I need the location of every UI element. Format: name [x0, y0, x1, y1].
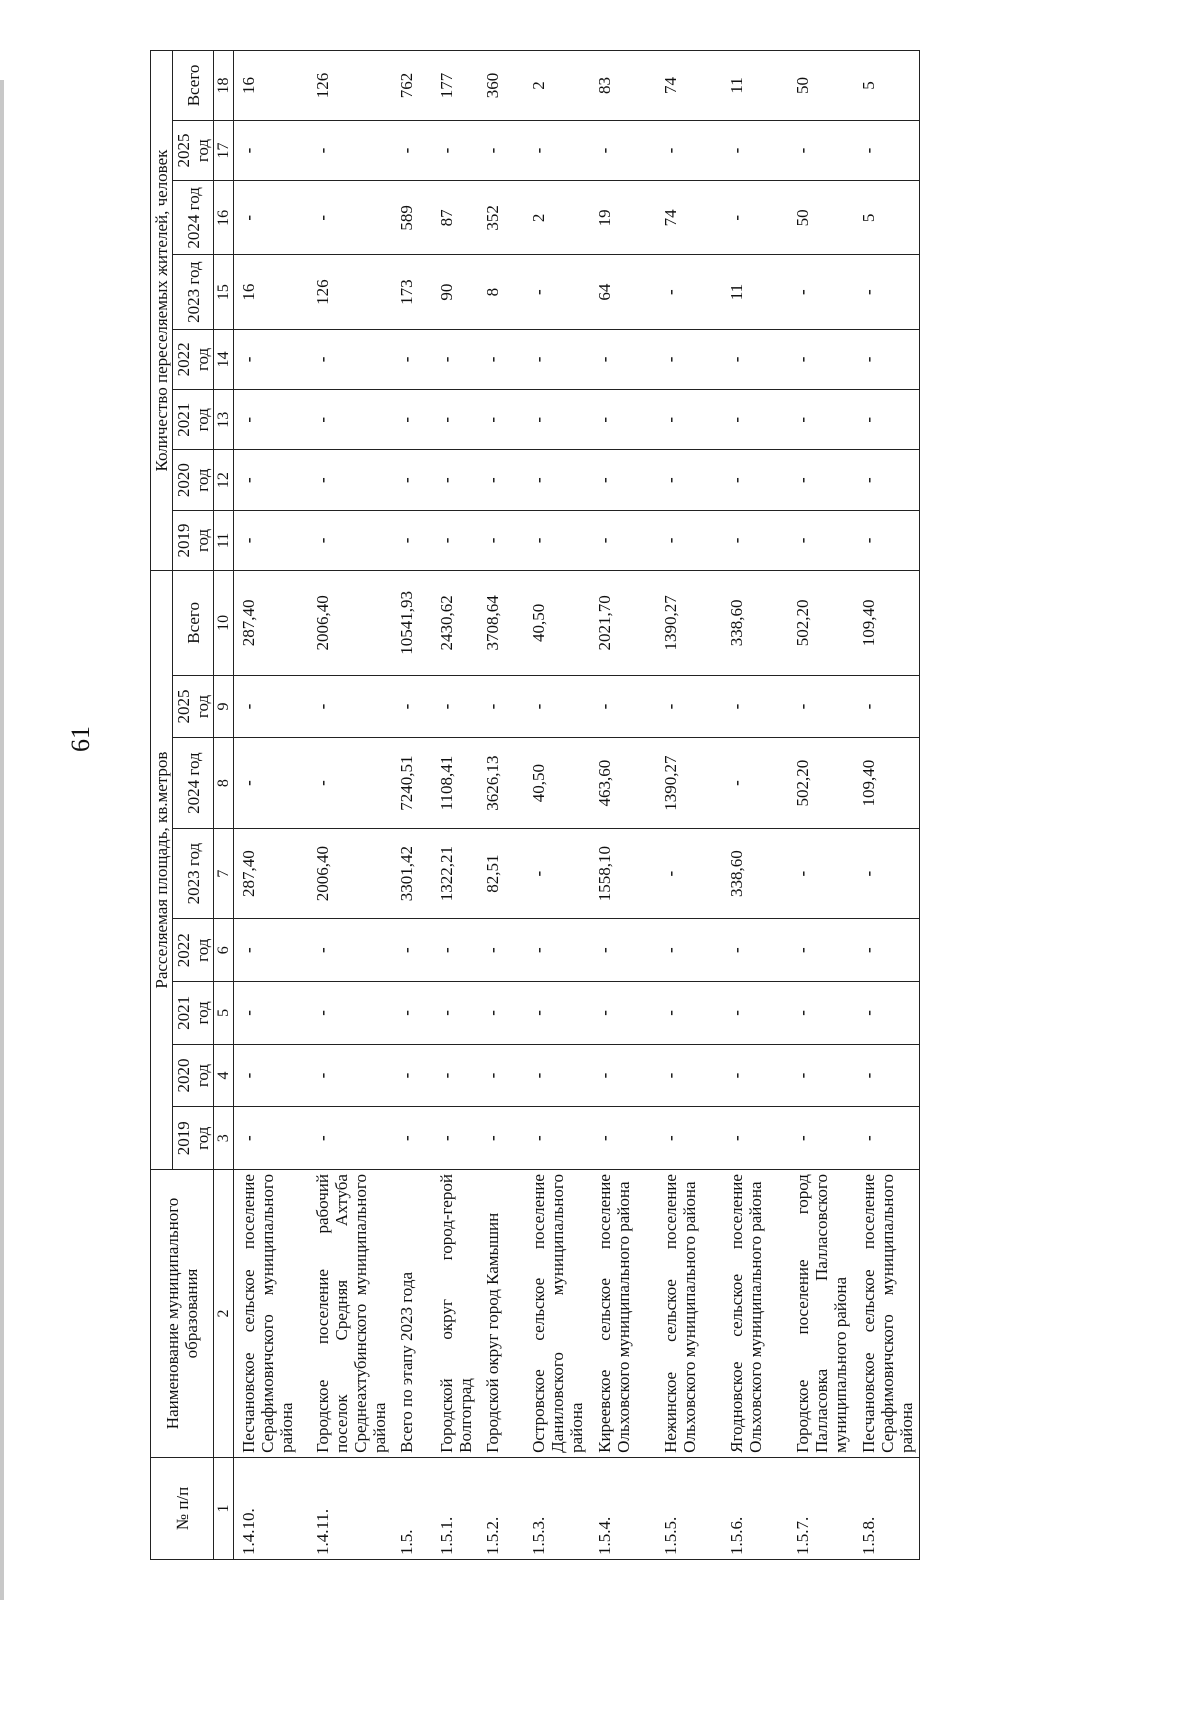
row-number: 1.5.1.: [432, 1457, 478, 1559]
area-cell: -: [722, 675, 788, 738]
people-cell: -: [722, 390, 788, 450]
row-number: 1.4.10.: [234, 1457, 308, 1559]
people-cell: -: [432, 510, 478, 570]
people-cell: 87: [432, 181, 478, 255]
people-cell: -: [854, 329, 920, 389]
row-name: Островское сельское поселение Даниловского муниципального района: [524, 1170, 590, 1458]
row-number: 1.5.: [392, 1457, 432, 1559]
people-cell: -: [234, 390, 308, 450]
people-cell: 5: [854, 181, 920, 255]
people-cell: -: [234, 120, 308, 180]
row-number: 1.5.2.: [478, 1457, 524, 1559]
area-cell: 40,50: [524, 738, 590, 829]
row-name: Городское поселение город Палласовка Палласовского муниципального района: [788, 1170, 854, 1458]
column-number: 2: [214, 1170, 234, 1458]
area-cell: -: [722, 919, 788, 982]
table-row: [308, 51, 392, 1560]
area-cell: -: [234, 982, 308, 1045]
area-cell: -: [524, 982, 590, 1045]
people-cell: -: [392, 120, 432, 180]
area-cell: 40,50: [524, 571, 590, 676]
people-cell: 16: [234, 51, 308, 121]
people-year-header: 2022 год: [173, 329, 214, 389]
area-cell: -: [854, 828, 920, 919]
row-number: 1.5.8.: [854, 1457, 920, 1559]
area-cell: -: [722, 1044, 788, 1107]
people-cell: -: [656, 329, 722, 389]
people-cell: -: [234, 181, 308, 255]
rotated-page: [66, 50, 1050, 1560]
area-cell: -: [788, 1044, 854, 1107]
area-cell: -: [234, 1107, 308, 1170]
area-cell: -: [854, 675, 920, 738]
column-number: 6: [214, 919, 234, 982]
header-area-group: Расселяемая площадь, кв.метров: [151, 571, 173, 1170]
people-cell: 762: [392, 51, 432, 121]
people-cell: -: [432, 329, 478, 389]
area-cell: -: [854, 1107, 920, 1170]
people-cell: -: [392, 450, 432, 510]
area-cell: -: [788, 675, 854, 738]
area-cell: -: [392, 919, 432, 982]
area-cell: 1558,10: [590, 828, 656, 919]
people-cell: -: [722, 450, 788, 510]
column-number: 12: [214, 450, 234, 510]
people-cell: 177: [432, 51, 478, 121]
people-cell: -: [432, 120, 478, 180]
people-cell: -: [590, 510, 656, 570]
row-name: Ягодновское сельское поселение Ольховского муниципального района: [722, 1170, 788, 1458]
people-cell: 74: [656, 181, 722, 255]
area-cell: -: [524, 675, 590, 738]
people-cell: -: [308, 181, 392, 255]
people-cell: 74: [656, 51, 722, 121]
area-cell: 109,40: [854, 571, 920, 676]
people-cell: -: [788, 120, 854, 180]
people-cell: -: [524, 390, 590, 450]
area-cell: -: [478, 1107, 524, 1170]
people-cell: 2: [524, 181, 590, 255]
column-number: 3: [214, 1107, 234, 1170]
people-cell: -: [478, 450, 524, 510]
people-cell: -: [656, 390, 722, 450]
people-cell: -: [788, 450, 854, 510]
column-number: 18: [214, 51, 234, 121]
row-number: 1.5.7.: [788, 1457, 854, 1559]
people-year-header: 2019 год: [173, 510, 214, 570]
people-cell: -: [478, 329, 524, 389]
people-cell: 83: [590, 51, 656, 121]
column-number: 5: [214, 982, 234, 1045]
people-cell: -: [788, 329, 854, 389]
people-cell: -: [590, 329, 656, 389]
area-cell: -: [234, 738, 308, 829]
people-cell: 589: [392, 181, 432, 255]
people-cell: 8: [478, 255, 524, 329]
row-number: 1.5.3.: [524, 1457, 590, 1559]
area-year-header: 2019 год: [173, 1107, 214, 1170]
people-cell: -: [524, 329, 590, 389]
column-number: 4: [214, 1044, 234, 1107]
area-cell: 502,20: [788, 571, 854, 676]
people-cell: 2: [524, 51, 590, 121]
people-cell: -: [788, 510, 854, 570]
people-total-header: Всего: [173, 51, 214, 121]
header-no: № п/п: [151, 1457, 214, 1559]
people-cell: 5: [854, 51, 920, 121]
people-cell: -: [656, 450, 722, 510]
people-cell: 126: [308, 255, 392, 329]
header-name: Наименование муниципального образования: [151, 1170, 214, 1458]
row-number: 1.5.6.: [722, 1457, 788, 1559]
area-year-header: 2021 год: [173, 982, 214, 1045]
table-row: [234, 51, 308, 1560]
area-cell: -: [722, 1107, 788, 1170]
table-row: [478, 51, 524, 1560]
people-cell: 16: [234, 255, 308, 329]
column-number: 15: [214, 255, 234, 329]
table-row: [788, 51, 854, 1560]
row-name: Песчановское сельское поселение Серафимовичского муниципального района: [854, 1170, 920, 1458]
area-cell: -: [656, 919, 722, 982]
people-cell: -: [854, 255, 920, 329]
people-cell: -: [392, 390, 432, 450]
people-cell: -: [590, 120, 656, 180]
resettlement-table: [150, 50, 920, 1560]
area-cell: -: [524, 828, 590, 919]
people-cell: 64: [590, 255, 656, 329]
row-name: Городское поселение рабочий поселок Средняя Ахтуба Среднеахтубинского муниципального района: [308, 1170, 392, 1458]
area-cell: 3708,64: [478, 571, 524, 676]
area-year-header: 2025 год: [173, 675, 214, 738]
people-cell: -: [308, 450, 392, 510]
area-cell: -: [854, 1044, 920, 1107]
area-cell: -: [392, 1044, 432, 1107]
area-cell: -: [478, 1044, 524, 1107]
area-cell: -: [524, 1107, 590, 1170]
people-cell: -: [590, 450, 656, 510]
area-cell: 1322,21: [432, 828, 478, 919]
area-cell: -: [392, 1107, 432, 1170]
people-cell: -: [656, 510, 722, 570]
page-number: 61: [66, 726, 95, 752]
people-cell: 352: [478, 181, 524, 255]
people-year-header: 2021 год: [173, 390, 214, 450]
area-cell: 338,60: [722, 571, 788, 676]
people-cell: -: [524, 510, 590, 570]
area-cell: -: [234, 675, 308, 738]
area-cell: -: [478, 675, 524, 738]
people-cell: -: [722, 329, 788, 389]
people-cell: -: [478, 510, 524, 570]
row-number: 1.5.4.: [590, 1457, 656, 1559]
area-cell: 2006,40: [308, 571, 392, 676]
area-cell: -: [432, 675, 478, 738]
people-cell: 11: [722, 51, 788, 121]
people-cell: 173: [392, 255, 432, 329]
people-cell: -: [854, 120, 920, 180]
area-cell: -: [308, 919, 392, 982]
area-cell: -: [590, 675, 656, 738]
area-cell: 7240,51: [392, 738, 432, 829]
row-name: Городской округ город-герой Волгоград: [432, 1170, 478, 1458]
area-cell: 3301,42: [392, 828, 432, 919]
people-cell: -: [656, 120, 722, 180]
people-cell: -: [524, 450, 590, 510]
row-name: Всего по этапу 2023 года: [392, 1170, 432, 1458]
people-cell: 360: [478, 51, 524, 121]
table-row: [392, 51, 432, 1560]
people-year-header: 2023 год: [173, 255, 214, 329]
table-row: [524, 51, 590, 1560]
people-cell: -: [308, 120, 392, 180]
people-cell: -: [722, 510, 788, 570]
column-number: 10: [214, 571, 234, 676]
people-cell: -: [234, 329, 308, 389]
column-number: 14: [214, 329, 234, 389]
area-cell: -: [432, 982, 478, 1045]
area-cell: -: [656, 1107, 722, 1170]
area-cell: 10541,93: [392, 571, 432, 676]
people-cell: -: [524, 120, 590, 180]
area-cell: -: [854, 982, 920, 1045]
row-number: 1.4.11.: [308, 1457, 392, 1559]
row-name: Киреевское сельское поселение Ольховского муниципального района: [590, 1170, 656, 1458]
area-cell: -: [656, 828, 722, 919]
people-cell: -: [722, 120, 788, 180]
column-number: 16: [214, 181, 234, 255]
area-cell: -: [478, 919, 524, 982]
area-cell: 82,51: [478, 828, 524, 919]
area-cell: 109,40: [854, 738, 920, 829]
table-row: [590, 51, 656, 1560]
people-cell: -: [854, 390, 920, 450]
area-cell: 1390,27: [656, 738, 722, 829]
people-cell: -: [656, 255, 722, 329]
area-cell: -: [788, 828, 854, 919]
people-cell: -: [854, 510, 920, 570]
area-total-header: Всего: [173, 571, 214, 676]
area-cell: -: [722, 738, 788, 829]
people-cell: -: [234, 510, 308, 570]
area-cell: 2006,40: [308, 828, 392, 919]
area-cell: -: [656, 982, 722, 1045]
people-cell: -: [308, 329, 392, 389]
area-cell: -: [656, 675, 722, 738]
area-year-header: 2020 год: [173, 1044, 214, 1107]
people-year-header: 2020 год: [173, 450, 214, 510]
area-cell: -: [722, 982, 788, 1045]
column-number: 1: [214, 1457, 234, 1559]
row-number: 1.5.5.: [656, 1457, 722, 1559]
people-cell: -: [590, 390, 656, 450]
area-cell: -: [590, 919, 656, 982]
people-cell: -: [392, 329, 432, 389]
table-header: [151, 51, 234, 1560]
area-cell: -: [308, 738, 392, 829]
people-cell: 126: [308, 51, 392, 121]
area-cell: -: [234, 919, 308, 982]
people-cell: 11: [722, 255, 788, 329]
area-cell: 463,60: [590, 738, 656, 829]
area-cell: -: [524, 919, 590, 982]
header-column-numbers: [214, 51, 234, 1560]
people-cell: -: [788, 390, 854, 450]
area-cell: -: [308, 1107, 392, 1170]
table-body: [234, 51, 920, 1560]
area-cell: -: [308, 1044, 392, 1107]
area-cell: -: [656, 1044, 722, 1107]
area-cell: 338,60: [722, 828, 788, 919]
area-cell: -: [432, 1044, 478, 1107]
area-cell: -: [590, 1044, 656, 1107]
people-cell: -: [432, 390, 478, 450]
area-cell: -: [788, 919, 854, 982]
people-cell: -: [432, 450, 478, 510]
column-number: 9: [214, 675, 234, 738]
scan-edge-line: [0, 80, 4, 1600]
area-cell: -: [432, 1107, 478, 1170]
table-row: [722, 51, 788, 1560]
area-cell: -: [524, 1044, 590, 1107]
area-cell: -: [234, 1044, 308, 1107]
area-year-header: 2023 год: [173, 828, 214, 919]
column-number: 13: [214, 390, 234, 450]
people-cell: 90: [432, 255, 478, 329]
area-cell: 287,40: [234, 571, 308, 676]
row-name: Песчановское сельское поселение Серафимовичского муниципального района: [234, 1170, 308, 1458]
people-year-header: 2024 год: [173, 181, 214, 255]
people-cell: -: [524, 255, 590, 329]
area-cell: 287,40: [234, 828, 308, 919]
area-cell: -: [590, 982, 656, 1045]
people-cell: 50: [788, 181, 854, 255]
area-cell: -: [478, 982, 524, 1045]
people-cell: 50: [788, 51, 854, 121]
people-cell: -: [392, 510, 432, 570]
row-name: Нежинское сельское поселение Ольховского муниципального района: [656, 1170, 722, 1458]
area-cell: 2430,62: [432, 571, 478, 676]
table-row: [656, 51, 722, 1560]
header-people-group: Количество переселяемых жителей, человек: [151, 51, 173, 571]
area-cell: 1390,27: [656, 571, 722, 676]
area-year-header: 2022 год: [173, 919, 214, 982]
area-cell: -: [590, 1107, 656, 1170]
people-year-header: 2025 год: [173, 120, 214, 180]
area-cell: 3626,13: [478, 738, 524, 829]
table-row: [854, 51, 920, 1560]
area-year-header: 2024 год: [173, 738, 214, 829]
people-cell: -: [722, 181, 788, 255]
people-cell: -: [854, 450, 920, 510]
area-cell: -: [308, 982, 392, 1045]
people-cell: 19: [590, 181, 656, 255]
area-cell: 2021,70: [590, 571, 656, 676]
area-cell: 1108,41: [432, 738, 478, 829]
area-cell: -: [854, 919, 920, 982]
area-cell: -: [392, 982, 432, 1045]
column-number: 17: [214, 120, 234, 180]
people-cell: -: [234, 450, 308, 510]
table-row: [432, 51, 478, 1560]
people-cell: -: [478, 390, 524, 450]
people-cell: -: [308, 510, 392, 570]
area-cell: -: [308, 675, 392, 738]
people-cell: -: [788, 255, 854, 329]
area-cell: 502,20: [788, 738, 854, 829]
area-cell: -: [788, 1107, 854, 1170]
area-cell: -: [432, 919, 478, 982]
area-cell: -: [788, 982, 854, 1045]
people-cell: -: [308, 390, 392, 450]
row-name: Городской округ город Камышин: [478, 1170, 524, 1458]
column-number: 7: [214, 828, 234, 919]
column-number: 11: [214, 510, 234, 570]
area-cell: -: [392, 675, 432, 738]
column-number: 8: [214, 738, 234, 829]
people-cell: -: [478, 120, 524, 180]
